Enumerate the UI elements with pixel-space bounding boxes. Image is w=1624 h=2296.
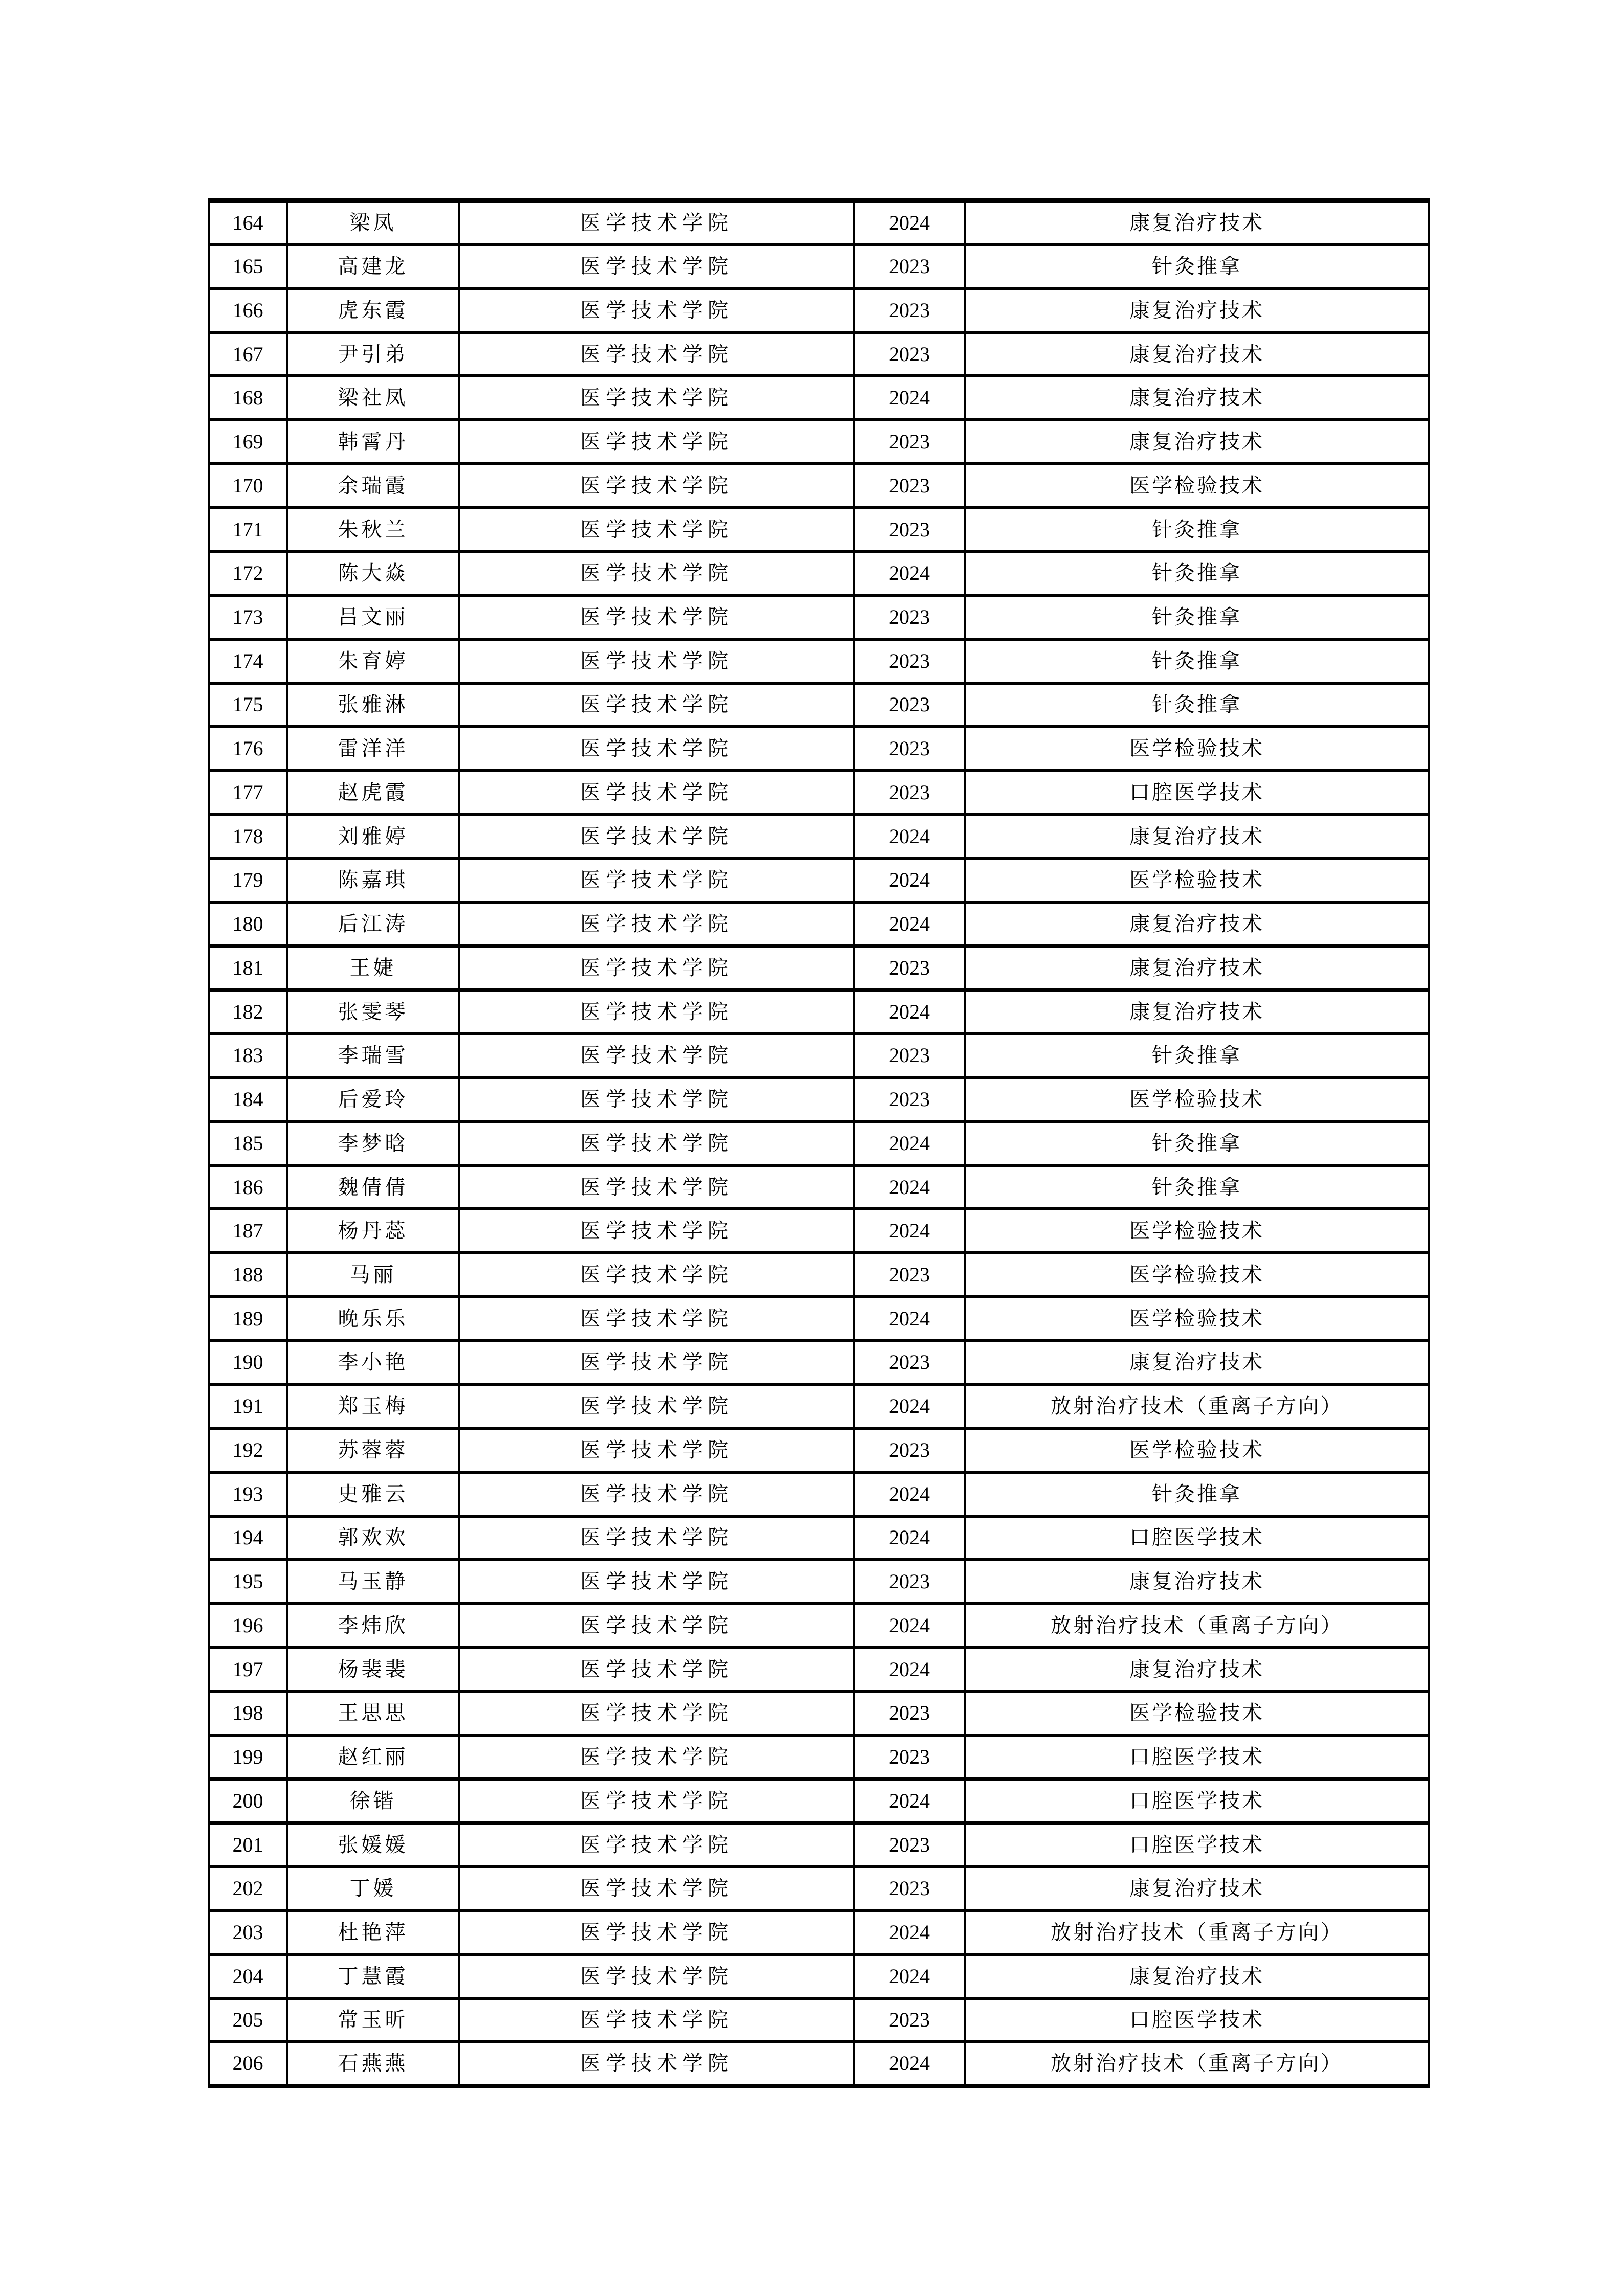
year-cell: 2023 bbox=[854, 946, 965, 990]
major-cell: 康复治疗技术 bbox=[965, 420, 1429, 464]
table-row bbox=[209, 508, 1429, 552]
table-row bbox=[209, 727, 1429, 771]
major-cell: 口腔医学技术 bbox=[965, 1516, 1429, 1560]
table-row bbox=[209, 201, 1429, 245]
row-number-cell: 182 bbox=[209, 990, 287, 1034]
college-cell: 医学技术学院 bbox=[459, 1297, 854, 1341]
major-cell: 医学检验技术 bbox=[965, 1428, 1429, 1472]
row-number-cell: 199 bbox=[209, 1735, 287, 1779]
major-cell: 针灸推拿 bbox=[965, 1165, 1429, 1209]
year-cell: 2023 bbox=[854, 1341, 965, 1385]
major-cell: 康复治疗技术 bbox=[965, 1954, 1429, 1998]
year-cell: 2023 bbox=[854, 244, 965, 288]
table-row bbox=[209, 420, 1429, 464]
table-row bbox=[209, 1121, 1429, 1165]
name-cell: 高建龙 bbox=[287, 244, 459, 288]
year-cell: 2024 bbox=[854, 2042, 965, 2086]
year-cell: 2023 bbox=[854, 1253, 965, 1297]
college-cell: 医学技术学院 bbox=[459, 2042, 854, 2086]
table-row bbox=[209, 1384, 1429, 1428]
college-cell: 医学技术学院 bbox=[459, 288, 854, 332]
major-cell: 针灸推拿 bbox=[965, 508, 1429, 552]
name-cell: 史雅云 bbox=[287, 1472, 459, 1516]
table-row bbox=[209, 1910, 1429, 1954]
row-number-cell: 165 bbox=[209, 244, 287, 288]
major-cell: 医学检验技术 bbox=[965, 1209, 1429, 1253]
name-cell: 梁社凤 bbox=[287, 376, 459, 420]
year-cell: 2023 bbox=[854, 1428, 965, 1472]
table-row bbox=[209, 1077, 1429, 1121]
major-cell: 康复治疗技术 bbox=[965, 332, 1429, 376]
table-row bbox=[209, 859, 1429, 903]
row-number-cell: 194 bbox=[209, 1516, 287, 1560]
table-row bbox=[209, 595, 1429, 639]
year-cell: 2024 bbox=[854, 1516, 965, 1560]
name-cell: 梁凤 bbox=[287, 201, 459, 245]
year-cell: 2023 bbox=[854, 1077, 965, 1121]
name-cell: 后爱玲 bbox=[287, 1077, 459, 1121]
name-cell: 张雅淋 bbox=[287, 683, 459, 727]
table-row bbox=[209, 1341, 1429, 1385]
year-cell: 2024 bbox=[854, 1165, 965, 1209]
row-number-cell: 177 bbox=[209, 771, 287, 815]
major-cell: 口腔医学技术 bbox=[965, 771, 1429, 815]
row-number-cell: 193 bbox=[209, 1472, 287, 1516]
college-cell: 医学技术学院 bbox=[459, 859, 854, 903]
table-row bbox=[209, 464, 1429, 508]
row-number-cell: 197 bbox=[209, 1648, 287, 1692]
name-cell: 马玉静 bbox=[287, 1560, 459, 1604]
name-cell: 郭欢欢 bbox=[287, 1516, 459, 1560]
row-number-cell: 187 bbox=[209, 1209, 287, 1253]
row-number-cell: 169 bbox=[209, 420, 287, 464]
year-cell: 2024 bbox=[854, 376, 965, 420]
name-cell: 丁媛 bbox=[287, 1866, 459, 1910]
name-cell: 马丽 bbox=[287, 1253, 459, 1297]
name-cell: 王婕 bbox=[287, 946, 459, 990]
major-cell: 口腔医学技术 bbox=[965, 1823, 1429, 1867]
table-row bbox=[209, 902, 1429, 946]
year-cell: 2023 bbox=[854, 1735, 965, 1779]
table-row bbox=[209, 990, 1429, 1034]
college-cell: 医学技术学院 bbox=[459, 1253, 854, 1297]
college-cell: 医学技术学院 bbox=[459, 639, 854, 683]
table-row bbox=[209, 1209, 1429, 1253]
major-cell: 针灸推拿 bbox=[965, 639, 1429, 683]
college-cell: 医学技术学院 bbox=[459, 1516, 854, 1560]
row-number-cell: 201 bbox=[209, 1823, 287, 1867]
college-cell: 医学技术学院 bbox=[459, 1691, 854, 1735]
row-number-cell: 196 bbox=[209, 1604, 287, 1648]
year-cell: 2024 bbox=[854, 1604, 965, 1648]
row-number-cell: 181 bbox=[209, 946, 287, 990]
year-cell: 2023 bbox=[854, 595, 965, 639]
table-row bbox=[209, 1297, 1429, 1341]
major-cell: 放射治疗技术（重离子方向） bbox=[965, 1384, 1429, 1428]
row-number-cell: 179 bbox=[209, 859, 287, 903]
name-cell: 郑玉梅 bbox=[287, 1384, 459, 1428]
row-number-cell: 203 bbox=[209, 1910, 287, 1954]
major-cell: 康复治疗技术 bbox=[965, 201, 1429, 245]
row-number-cell: 206 bbox=[209, 2042, 287, 2086]
year-cell: 2023 bbox=[854, 1033, 965, 1077]
major-cell: 医学检验技术 bbox=[965, 1691, 1429, 1735]
college-cell: 医学技术学院 bbox=[459, 771, 854, 815]
table-row bbox=[209, 1866, 1429, 1910]
year-cell: 2023 bbox=[854, 464, 965, 508]
row-number-cell: 166 bbox=[209, 288, 287, 332]
year-cell: 2024 bbox=[854, 1954, 965, 1998]
major-cell: 康复治疗技术 bbox=[965, 815, 1429, 859]
name-cell: 晚乐乐 bbox=[287, 1297, 459, 1341]
name-cell: 吕文丽 bbox=[287, 595, 459, 639]
name-cell: 杨丹蕊 bbox=[287, 1209, 459, 1253]
row-number-cell: 202 bbox=[209, 1866, 287, 1910]
row-number-cell: 178 bbox=[209, 815, 287, 859]
table-row bbox=[209, 288, 1429, 332]
table-row bbox=[209, 551, 1429, 595]
table-row bbox=[209, 946, 1429, 990]
year-cell: 2023 bbox=[854, 1691, 965, 1735]
year-cell: 2024 bbox=[854, 1648, 965, 1692]
table-row bbox=[209, 683, 1429, 727]
college-cell: 医学技术学院 bbox=[459, 201, 854, 245]
college-cell: 医学技术学院 bbox=[459, 1735, 854, 1779]
major-cell: 康复治疗技术 bbox=[965, 1560, 1429, 1604]
major-cell: 针灸推拿 bbox=[965, 1472, 1429, 1516]
year-cell: 2024 bbox=[854, 201, 965, 245]
table-row bbox=[209, 1560, 1429, 1604]
table-row bbox=[209, 1823, 1429, 1867]
college-cell: 医学技术学院 bbox=[459, 1033, 854, 1077]
major-cell: 医学检验技术 bbox=[965, 1253, 1429, 1297]
table-row bbox=[209, 1428, 1429, 1472]
table-row bbox=[209, 1648, 1429, 1692]
college-cell: 医学技术学院 bbox=[459, 990, 854, 1034]
college-cell: 医学技术学院 bbox=[459, 1209, 854, 1253]
row-number-cell: 186 bbox=[209, 1165, 287, 1209]
table-row bbox=[209, 639, 1429, 683]
name-cell: 韩霄丹 bbox=[287, 420, 459, 464]
table-row bbox=[209, 1033, 1429, 1077]
name-cell: 后江涛 bbox=[287, 902, 459, 946]
row-number-cell: 168 bbox=[209, 376, 287, 420]
row-number-cell: 188 bbox=[209, 1253, 287, 1297]
major-cell: 康复治疗技术 bbox=[965, 288, 1429, 332]
name-cell: 雷洋洋 bbox=[287, 727, 459, 771]
year-cell: 2023 bbox=[854, 1823, 965, 1867]
row-number-cell: 172 bbox=[209, 551, 287, 595]
college-cell: 医学技术学院 bbox=[459, 1954, 854, 1998]
name-cell: 李梦晗 bbox=[287, 1121, 459, 1165]
major-cell: 康复治疗技术 bbox=[965, 1341, 1429, 1385]
major-cell: 针灸推拿 bbox=[965, 595, 1429, 639]
name-cell: 朱秋兰 bbox=[287, 508, 459, 552]
major-cell: 医学检验技术 bbox=[965, 464, 1429, 508]
row-number-cell: 171 bbox=[209, 508, 287, 552]
name-cell: 丁慧霞 bbox=[287, 1954, 459, 1998]
name-cell: 徐锴 bbox=[287, 1779, 459, 1823]
college-cell: 医学技术学院 bbox=[459, 1604, 854, 1648]
college-cell: 医学技术学院 bbox=[459, 595, 854, 639]
name-cell: 赵红丽 bbox=[287, 1735, 459, 1779]
row-number-cell: 192 bbox=[209, 1428, 287, 1472]
major-cell: 康复治疗技术 bbox=[965, 902, 1429, 946]
college-cell: 医学技术学院 bbox=[459, 1779, 854, 1823]
row-number-cell: 170 bbox=[209, 464, 287, 508]
table-row bbox=[209, 1165, 1429, 1209]
major-cell: 口腔医学技术 bbox=[965, 1779, 1429, 1823]
year-cell: 2024 bbox=[854, 551, 965, 595]
table-row bbox=[209, 1604, 1429, 1648]
major-cell: 医学检验技术 bbox=[965, 859, 1429, 903]
year-cell: 2023 bbox=[854, 1866, 965, 1910]
table-row bbox=[209, 1691, 1429, 1735]
year-cell: 2023 bbox=[854, 508, 965, 552]
table-row bbox=[209, 1998, 1429, 2042]
name-cell: 王思思 bbox=[287, 1691, 459, 1735]
name-cell: 陈大焱 bbox=[287, 551, 459, 595]
name-cell: 李小艳 bbox=[287, 1341, 459, 1385]
year-cell: 2024 bbox=[854, 1779, 965, 1823]
name-cell: 苏蓉蓉 bbox=[287, 1428, 459, 1472]
major-cell: 针灸推拿 bbox=[965, 1121, 1429, 1165]
name-cell: 杜艳萍 bbox=[287, 1910, 459, 1954]
college-cell: 医学技术学院 bbox=[459, 1560, 854, 1604]
college-cell: 医学技术学院 bbox=[459, 420, 854, 464]
name-cell: 赵虎霞 bbox=[287, 771, 459, 815]
table-row bbox=[209, 771, 1429, 815]
table-row bbox=[209, 244, 1429, 288]
major-cell: 放射治疗技术（重离子方向） bbox=[965, 1604, 1429, 1648]
name-cell: 尹引弟 bbox=[287, 332, 459, 376]
major-cell: 针灸推拿 bbox=[965, 683, 1429, 727]
row-number-cell: 173 bbox=[209, 595, 287, 639]
row-number-cell: 176 bbox=[209, 727, 287, 771]
year-cell: 2023 bbox=[854, 683, 965, 727]
row-number-cell: 205 bbox=[209, 1998, 287, 2042]
name-cell: 余瑞霞 bbox=[287, 464, 459, 508]
year-cell: 2024 bbox=[854, 1209, 965, 1253]
year-cell: 2023 bbox=[854, 332, 965, 376]
name-cell: 朱育婷 bbox=[287, 639, 459, 683]
year-cell: 2023 bbox=[854, 727, 965, 771]
year-cell: 2024 bbox=[854, 1384, 965, 1428]
college-cell: 医学技术学院 bbox=[459, 1341, 854, 1385]
table-row bbox=[209, 1253, 1429, 1297]
table-row bbox=[209, 332, 1429, 376]
college-cell: 医学技术学院 bbox=[459, 683, 854, 727]
row-number-cell: 198 bbox=[209, 1691, 287, 1735]
college-cell: 医学技术学院 bbox=[459, 376, 854, 420]
year-cell: 2023 bbox=[854, 1998, 965, 2042]
college-cell: 医学技术学院 bbox=[459, 1648, 854, 1692]
table-row bbox=[209, 1779, 1429, 1823]
name-cell: 张媛媛 bbox=[287, 1823, 459, 1867]
row-number-cell: 183 bbox=[209, 1033, 287, 1077]
college-cell: 医学技术学院 bbox=[459, 1866, 854, 1910]
student-roster-table bbox=[208, 198, 1430, 2088]
year-cell: 2024 bbox=[854, 859, 965, 903]
college-cell: 医学技术学院 bbox=[459, 1121, 854, 1165]
major-cell: 医学检验技术 bbox=[965, 1077, 1429, 1121]
name-cell: 刘雅婷 bbox=[287, 815, 459, 859]
year-cell: 2023 bbox=[854, 1560, 965, 1604]
table-row bbox=[209, 1472, 1429, 1516]
college-cell: 医学技术学院 bbox=[459, 244, 854, 288]
name-cell: 杨裴裴 bbox=[287, 1648, 459, 1692]
table-row bbox=[209, 1516, 1429, 1560]
row-number-cell: 204 bbox=[209, 1954, 287, 1998]
major-cell: 针灸推拿 bbox=[965, 551, 1429, 595]
year-cell: 2023 bbox=[854, 771, 965, 815]
major-cell: 针灸推拿 bbox=[965, 244, 1429, 288]
name-cell: 张雯琴 bbox=[287, 990, 459, 1034]
college-cell: 医学技术学院 bbox=[459, 902, 854, 946]
row-number-cell: 190 bbox=[209, 1341, 287, 1385]
name-cell: 李炜欣 bbox=[287, 1604, 459, 1648]
major-cell: 康复治疗技术 bbox=[965, 1866, 1429, 1910]
year-cell: 2024 bbox=[854, 1297, 965, 1341]
college-cell: 医学技术学院 bbox=[459, 1384, 854, 1428]
college-cell: 医学技术学院 bbox=[459, 551, 854, 595]
major-cell: 医学检验技术 bbox=[965, 1297, 1429, 1341]
college-cell: 医学技术学院 bbox=[459, 332, 854, 376]
table-row bbox=[209, 1735, 1429, 1779]
college-cell: 医学技术学院 bbox=[459, 1998, 854, 2042]
major-cell: 针灸推拿 bbox=[965, 1033, 1429, 1077]
row-number-cell: 164 bbox=[209, 201, 287, 245]
name-cell: 李瑞雪 bbox=[287, 1033, 459, 1077]
college-cell: 医学技术学院 bbox=[459, 1472, 854, 1516]
table-row bbox=[209, 1954, 1429, 1998]
college-cell: 医学技术学院 bbox=[459, 1823, 854, 1867]
major-cell: 放射治疗技术（重离子方向） bbox=[965, 1910, 1429, 1954]
row-number-cell: 191 bbox=[209, 1384, 287, 1428]
row-number-cell: 175 bbox=[209, 683, 287, 727]
major-cell: 口腔医学技术 bbox=[965, 1998, 1429, 2042]
table-row bbox=[209, 2042, 1429, 2086]
college-cell: 医学技术学院 bbox=[459, 946, 854, 990]
table-row bbox=[209, 815, 1429, 859]
year-cell: 2023 bbox=[854, 639, 965, 683]
row-number-cell: 180 bbox=[209, 902, 287, 946]
row-number-cell: 184 bbox=[209, 1077, 287, 1121]
major-cell: 康复治疗技术 bbox=[965, 376, 1429, 420]
college-cell: 医学技术学院 bbox=[459, 464, 854, 508]
year-cell: 2024 bbox=[854, 990, 965, 1034]
year-cell: 2024 bbox=[854, 1121, 965, 1165]
year-cell: 2024 bbox=[854, 1472, 965, 1516]
college-cell: 医学技术学院 bbox=[459, 508, 854, 552]
college-cell: 医学技术学院 bbox=[459, 1910, 854, 1954]
name-cell: 常玉昕 bbox=[287, 1998, 459, 2042]
row-number-cell: 195 bbox=[209, 1560, 287, 1604]
college-cell: 医学技术学院 bbox=[459, 727, 854, 771]
table-row bbox=[209, 376, 1429, 420]
row-number-cell: 167 bbox=[209, 332, 287, 376]
row-number-cell: 189 bbox=[209, 1297, 287, 1341]
year-cell: 2024 bbox=[854, 902, 965, 946]
name-cell: 魏倩倩 bbox=[287, 1165, 459, 1209]
college-cell: 医学技术学院 bbox=[459, 1077, 854, 1121]
row-number-cell: 185 bbox=[209, 1121, 287, 1165]
year-cell: 2024 bbox=[854, 815, 965, 859]
college-cell: 医学技术学院 bbox=[459, 1165, 854, 1209]
major-cell: 口腔医学技术 bbox=[965, 1735, 1429, 1779]
year-cell: 2024 bbox=[854, 1910, 965, 1954]
college-cell: 医学技术学院 bbox=[459, 815, 854, 859]
row-number-cell: 174 bbox=[209, 639, 287, 683]
major-cell: 康复治疗技术 bbox=[965, 990, 1429, 1034]
major-cell: 放射治疗技术（重离子方向） bbox=[965, 2042, 1429, 2086]
year-cell: 2023 bbox=[854, 288, 965, 332]
year-cell: 2023 bbox=[854, 420, 965, 464]
roster-table-body bbox=[209, 201, 1429, 2086]
name-cell: 石燕燕 bbox=[287, 2042, 459, 2086]
major-cell: 康复治疗技术 bbox=[965, 1648, 1429, 1692]
name-cell: 虎东霞 bbox=[287, 288, 459, 332]
name-cell: 陈嘉琪 bbox=[287, 859, 459, 903]
major-cell: 康复治疗技术 bbox=[965, 946, 1429, 990]
row-number-cell: 200 bbox=[209, 1779, 287, 1823]
major-cell: 医学检验技术 bbox=[965, 727, 1429, 771]
college-cell: 医学技术学院 bbox=[459, 1428, 854, 1472]
